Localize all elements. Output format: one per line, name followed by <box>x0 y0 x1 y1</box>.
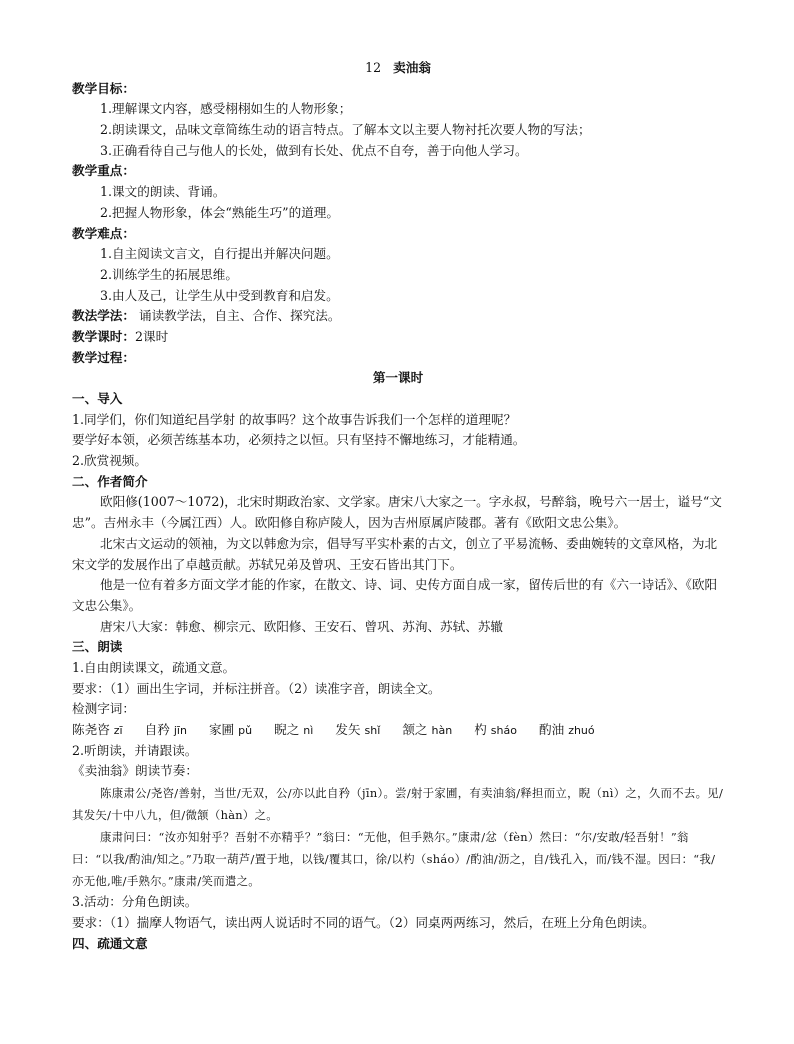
section-author-heading: 二、作者简介 <box>72 473 148 489</box>
vocab-word: 发矢 <box>335 722 361 738</box>
vocab-word: 杓 <box>474 722 487 738</box>
goal-item: 1.理解课文内容，感受栩栩如生的人物形象； <box>100 101 352 117</box>
intro-line: 1.同学们，你们知道纪昌学射 的故事吗？这个故事告诉我们一个怎样的道理呢？ <box>72 411 517 427</box>
hours-value: 2课时 <box>134 328 169 344</box>
hours-line <box>72 327 724 348</box>
vocab-pinyin: pǔ <box>238 724 253 738</box>
intro-line: 2.欣赏视频。 <box>72 453 147 469</box>
vocab-word: 睨之 <box>274 722 300 738</box>
reading-line: 检测字词： <box>72 701 135 717</box>
vocab-pinyin: zhuó <box>568 724 595 738</box>
vocab-word: 陈尧咨 <box>72 722 110 738</box>
reading-line: 要求：（1）揣摩人物语气，读出两人说话时不同的语气。（2）同桌两两练习，然后，在班上分角色朗读。 <box>72 914 655 930</box>
method-line <box>72 306 724 327</box>
vocab-word: 酌油 <box>539 722 565 738</box>
vocab-word: 家圃 <box>208 722 235 738</box>
page-title <box>72 58 724 79</box>
method-value: 诵读教学法，自主、合作、探究法。 <box>134 308 341 324</box>
method-label: 教法学法： <box>72 308 135 324</box>
difficulty-item: 3.由人及己，让学生从中受到教育和启发。 <box>100 287 339 303</box>
author-paragraph: 欧阳修(1007～1072)，北宋时期政治家、文学家。唐宋八大家之一。字永叔，号醉翁，晚号六一居士，谥号“文忠”。吉州永丰（今属江西）人。欧阳修自称庐陵人，因为吉州原属庐陵郡。著有《欧阳文忠公集》。 <box>72 494 722 531</box>
goal-item: 2.朗读课文，品味文章简练生动的语言特点。了解本文以主要人物衬托次要人物的写法； <box>100 122 591 138</box>
vocab-pinyin: shǐ <box>364 724 381 738</box>
vocab-pinyin: zī <box>113 724 123 738</box>
section-reading-heading: 三、朗读 <box>72 639 123 655</box>
reading-line: 2.听朗读，并请跟读。 <box>72 742 198 758</box>
lesson-plan-page <box>72 58 724 954</box>
lesson-title: 卖油翁 <box>393 60 431 75</box>
reading-line: 3.活动：分角色朗读。 <box>72 894 198 910</box>
lesson-one-title: 第一课时 <box>372 370 424 386</box>
author-paragraph: 他是一位有着多方面文学才能的作家，在散文、诗、词、史传方面自成一家，留传后世的有《六一诗话》、《欧阳文忠公集》。 <box>72 577 718 613</box>
section-translation-heading: 四、疏通文意 <box>72 935 148 951</box>
vocab-word: 自矜 <box>144 722 170 738</box>
focus-item: 1.课文的朗读、背诵。 <box>100 184 226 200</box>
focus-heading: 教学重点： <box>72 163 135 179</box>
goals-heading: 教学目标： <box>72 80 135 96</box>
section-intro-heading: 一、导入 <box>72 391 123 406</box>
goal-item: 3.正确看待自己与他人的长处，做到有长处、优点不自夸，善于向他人学习。 <box>100 142 528 158</box>
eight-masters-line: 唐宋八大家：韩愈、柳宗元、欧阳修、王安石、曾巩、苏洵、苏轼、苏辙 <box>100 618 503 634</box>
reading-line: 要求：（1）画出生字词，并标注拼音。（2）读准字音，朗读全文。 <box>72 680 441 696</box>
author-paragraph: 北宋古文运动的领袖，为文以韩愈为宗，倡导写平实朴素的古文，创立了平易流畅、委曲婉转的文章风格，为北宋文学的发展作出了卓越贡献。苏轼兄弟及曾巩、王安石皆出其门下。 <box>72 535 718 572</box>
difficulty-item: 2.训练学生的拓展思维。 <box>100 266 238 282</box>
vocab-pinyin: hàn <box>431 724 453 738</box>
process-heading: 教学过程： <box>72 349 135 365</box>
focus-item: 2.把握人物形象，体会“熟能生巧”的道理。 <box>100 204 339 220</box>
rhythm-paragraph: 康肃问曰：“汝亦知射乎？吾射不亦精乎？”翁曰：“无他，但手熟尔。”康肃/忿（fèn）然曰：“尔/安敢/轻吾射！”翁曰：“以我/酌油/知之。”乃取一葫芦/置于地，以钱/覆其口，徐/以杓（sháo）/酌油/沥之，自/钱孔入，而/钱不湿。因曰：“我/亦无他,唯/手熟尔。”康肃/笑而遣之。 <box>72 830 716 889</box>
reading-line: 1.自由朗读课文，疏通文意。 <box>72 660 236 676</box>
vocab-word: 颔之 <box>402 722 428 738</box>
reading-line: 《卖油翁》朗读节奏： <box>72 763 198 779</box>
hours-label: 教学课时： <box>72 328 135 344</box>
vocab-pinyin: jīn <box>173 724 187 738</box>
rhythm-paragraph: 陈康肃公/尧咨/善射，当世/无双，公/亦以此自矜（jīn）。尝/射于家圃，有卖油翁/释担而立，睨（nì）之，久而不去。见/其发矢/十中八九，但/微颔（hàn）之。 <box>72 786 724 823</box>
difficulty-heading: 教学难点： <box>72 225 135 241</box>
vocab-list <box>72 720 724 741</box>
intro-line: 要学好本领，必须苦练基本功，必须持之以恒。只有坚持不懈地练习，才能精通。 <box>72 432 526 448</box>
lesson-number: 12 <box>365 60 382 75</box>
vocab-pinyin: nì <box>303 724 314 738</box>
vocab-pinyin: sháo <box>490 724 517 738</box>
difficulty-item: 1.自主阅读文言文，自行提出并解决问题。 <box>100 246 339 262</box>
